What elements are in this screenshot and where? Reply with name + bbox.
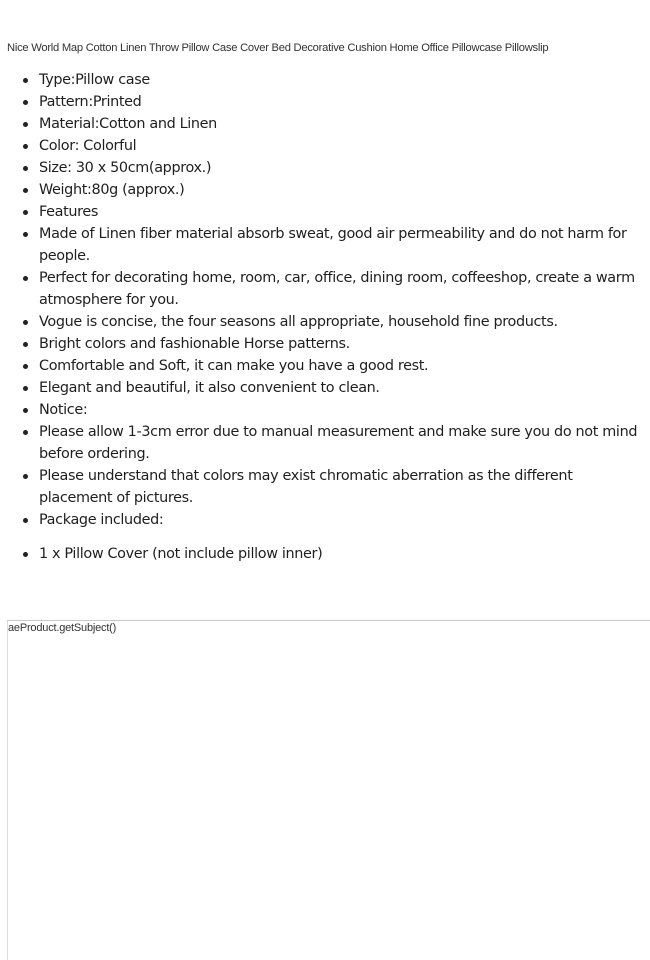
list-item-text: Perfect for decorating home, room, car, office, dining room, coffeeshop, create a warm atmosphere for you.: [39, 270, 635, 308]
subject-placeholder-text: aeProduct.getSubject(): [8, 622, 117, 634]
bullet-icon: [23, 474, 28, 479]
bullet-icon: [23, 408, 28, 413]
list-item-text: 1 x Pillow Cover (not include pillow inner): [39, 546, 323, 562]
list-item-text: Features: [39, 204, 99, 220]
list-item-text: Bright colors and fashionable Horse patterns.: [39, 336, 350, 352]
product-title: Nice World Map Cotton Linen Throw Pillow Case Cover Bed Decorative Cushion Home Office Pillowcase Pillowslip: [7, 42, 549, 54]
list-item-text: Weight:80g (approx.): [39, 182, 185, 198]
bullet-icon: [23, 78, 28, 83]
list-item-text: Please allow 1-3cm error due to manual measurement and make sure you do not mind before ordering.: [39, 424, 638, 462]
bullet-icon: [23, 210, 28, 215]
list-item: [0, 311, 650, 333]
list-item-text: Elegant and beautiful, it also convenient to clean.: [39, 380, 380, 396]
list-item-text: Please understand that colors may exist chromatic aberration as the different placement of pictures.: [39, 468, 573, 506]
bullet-icon: [23, 166, 28, 171]
list-item: [0, 465, 650, 509]
bullet-icon: [23, 320, 28, 325]
bullet-icon: [23, 188, 28, 193]
list-item: [0, 543, 650, 565]
bullet-icon: [23, 144, 28, 149]
list-item-text: Made of Linen fiber material absorb sweat, good air permeability and do not harm for people.: [39, 226, 627, 264]
list-item-text: Type:Pillow case: [39, 72, 150, 88]
list-item: [0, 223, 650, 267]
list-item: [0, 91, 650, 113]
subject-panel: [7, 621, 650, 960]
list-item: [0, 201, 650, 223]
bullet-icon: [23, 342, 28, 347]
list-item: [0, 509, 650, 531]
bullet-icon: [23, 386, 28, 391]
list-item-text: Size: 30 x 50cm(approx.): [39, 160, 212, 176]
bullet-icon: [23, 122, 28, 127]
list-item: [0, 113, 650, 135]
list-item: [0, 135, 650, 157]
list-item: [0, 399, 650, 421]
list-item-text: Material:Cotton and Linen: [39, 116, 217, 132]
list-item: [0, 377, 650, 399]
list-item: [0, 355, 650, 377]
list-item: [0, 179, 650, 201]
list-item: [0, 157, 650, 179]
bullet-icon: [23, 276, 28, 281]
bullet-icon: [23, 518, 28, 523]
list-item: [0, 267, 650, 311]
bullet-icon: [23, 100, 28, 105]
list-item-text: Comfortable and Soft, it can make you have a good rest.: [39, 358, 429, 374]
list-item-text: Vogue is concise, the four seasons all appropriate, household fine products.: [39, 314, 558, 330]
list-item-text: Notice:: [39, 402, 88, 418]
list-item: [0, 69, 650, 91]
bullet-icon: [23, 430, 28, 435]
product-spec-list: [0, 69, 650, 565]
bullet-icon: [23, 552, 28, 557]
list-item-text: Pattern:Printed: [39, 94, 142, 110]
list-item-text: Color: Colorful: [39, 138, 137, 154]
bullet-icon: [23, 364, 28, 369]
bullet-icon: [23, 232, 28, 237]
list-item: [0, 421, 650, 465]
list-item: [0, 333, 650, 355]
list-item-text: Package included:: [39, 512, 164, 528]
